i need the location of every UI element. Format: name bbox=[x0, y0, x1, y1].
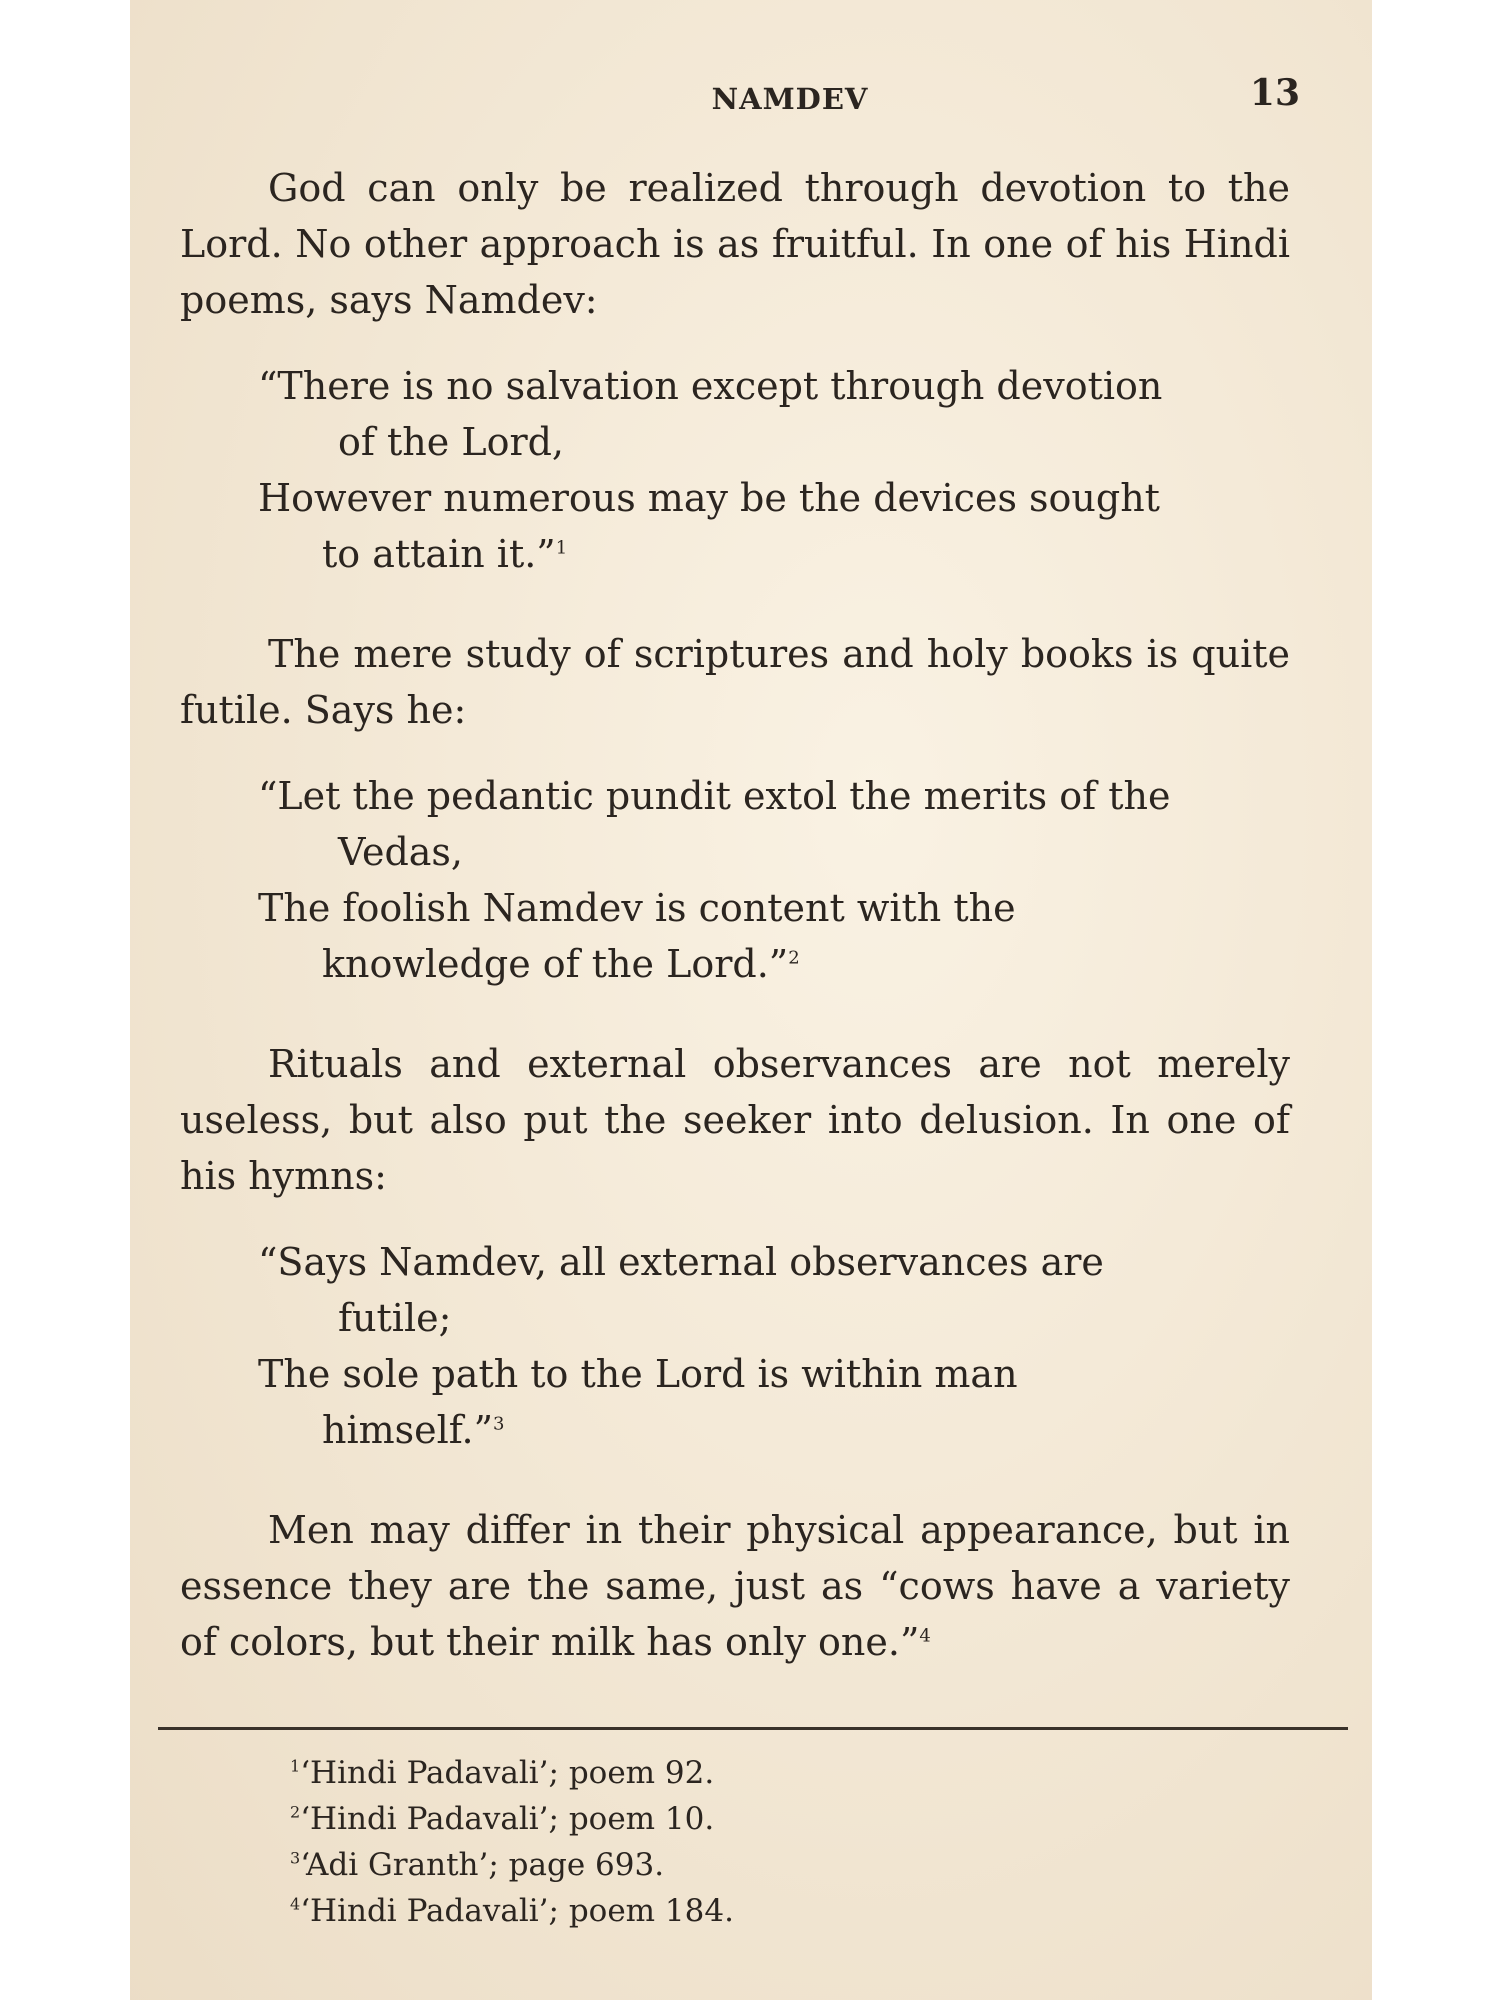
footnote-divider bbox=[158, 1727, 1348, 1730]
footnote-2-text: ‘Hindi Padavali’; poem 10. bbox=[300, 1801, 715, 1837]
paragraph-4 bbox=[180, 1502, 1290, 1670]
paragraph-1: God can only be realized through devotion to the Lord. No other approach is as fruitful. In one of his Hindi poems, says Namdev: bbox=[180, 166, 1290, 322]
page-body bbox=[180, 160, 1290, 1670]
quote-1-line-1: “There is no salvation except through devotion of the Lord, bbox=[258, 364, 1163, 464]
footnote-3-text: ‘Adi Granth’; page 693. bbox=[300, 1847, 665, 1883]
footnote-2-number: 2 bbox=[290, 1802, 301, 1822]
running-head: NAMDEV bbox=[711, 82, 869, 116]
footnote-3-number: 3 bbox=[290, 1848, 301, 1868]
quote-1-line-2 bbox=[258, 470, 1188, 582]
quote-2-line-2-text: The foolish Namdev is content with the knowledge of the Lord.” bbox=[258, 886, 1016, 986]
footnote-ref-4: 4 bbox=[919, 1625, 931, 1647]
quote-3-line-1: “Says Namdev, all external observances are futile; bbox=[258, 1240, 1104, 1340]
paragraph-4-text: Men may differ in their physical appearance, but in essence they are the same, just as “cows have a variety of colors, but their milk has only one.” bbox=[180, 1508, 1290, 1664]
footnote-3 bbox=[290, 1842, 1090, 1888]
quote-3-line-2 bbox=[258, 1346, 1188, 1458]
footnote-ref-2: 2 bbox=[788, 947, 800, 969]
quote-2-line-2 bbox=[258, 880, 1188, 992]
quote-2-line-1: “Let the pedantic pundit extol the merits of the Vedas, bbox=[258, 774, 1171, 874]
quote-1-line-2-text: However numerous may be the devices sought to attain it.” bbox=[258, 476, 1160, 576]
quote-3-line-2-text: The sole path to the Lord is within man himself.” bbox=[258, 1352, 1018, 1452]
footnote-1 bbox=[290, 1750, 1090, 1796]
paragraph-3: Rituals and external observances are not merely useless, but also put the seeker into delusion. In one of his hymns: bbox=[180, 1042, 1290, 1198]
footnote-ref-3: 3 bbox=[493, 1413, 505, 1435]
quote-2 bbox=[258, 768, 1188, 992]
page-number: 13 bbox=[1249, 72, 1300, 114]
footnote-4-text: ‘Hindi Padavali’; poem 184. bbox=[300, 1893, 734, 1929]
book-page bbox=[130, 0, 1372, 2000]
footnotes bbox=[290, 1750, 1090, 1934]
footnote-4 bbox=[290, 1888, 1090, 1934]
footnote-4-number: 4 bbox=[290, 1894, 301, 1914]
quote-1 bbox=[258, 358, 1188, 582]
quote-3 bbox=[258, 1234, 1188, 1458]
footnote-1-number: 1 bbox=[290, 1756, 301, 1776]
footnote-ref-1: 1 bbox=[555, 537, 568, 559]
footnote-1-text: ‘Hindi Padavali’; poem 92. bbox=[300, 1755, 715, 1791]
paragraph-2: The mere study of scriptures and holy books is quite futile. Says he: bbox=[180, 632, 1290, 732]
page-header bbox=[130, 72, 1372, 122]
footnote-2 bbox=[290, 1796, 1090, 1842]
